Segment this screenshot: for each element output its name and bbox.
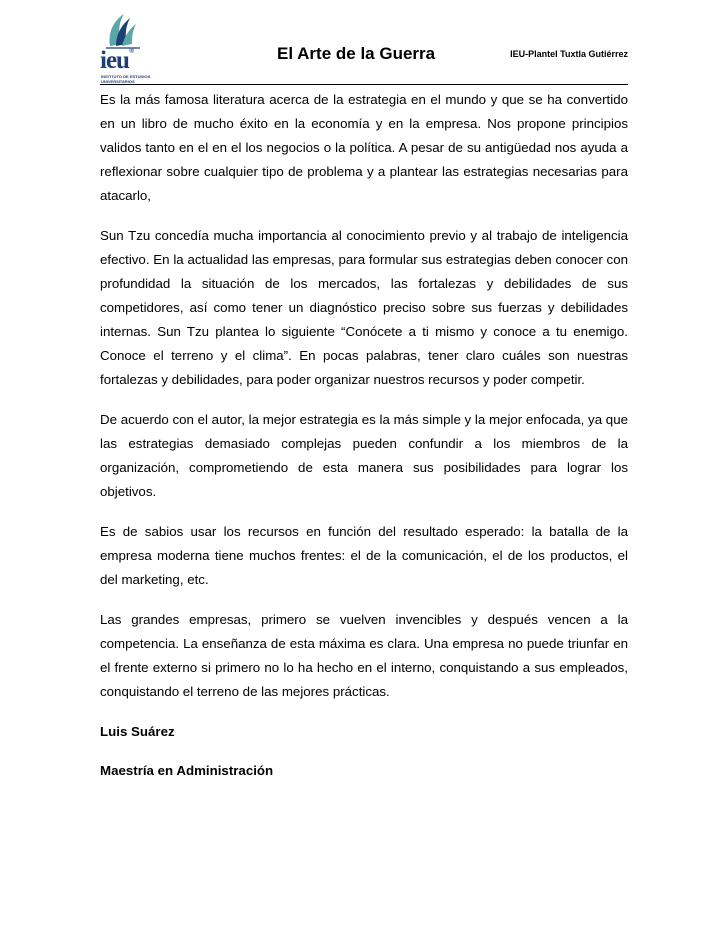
paragraph-4: Es de sabios usar los recursos en función del resultado esperado: la batalla de la empresa moderna tiene muchos frentes: el de la comunicación, el de los productos, el del marketing, etc. [100, 524, 628, 587]
campus-label: IEU-Plantel Tuxtla Gutiérrez [510, 49, 628, 59]
page-header [100, 10, 628, 86]
paragraph-3: De acuerdo con el autor, la mejor estrategia es la más simple y la mejor enfocada, ya que las estrategias demasiado complejas pueden confundir a los miembros de la organización, comprometiendo de esta manera sus posibilidades para lograr los objetivos. [100, 412, 628, 499]
paragraph-1: Es la más famosa literatura acerca de la estrategia en el mundo y que se ha convertido en un libro de mucho éxito en la economía y en la empresa. Nos propone principios validos tanto en el en el los negocios o la política. A pesar de su antigüedad nos ayuda a reflexionar sobre cualquier tipo de problema y a plantear las estrategias necesarias para atacarlo, [100, 92, 628, 203]
eagle-icon [104, 10, 144, 50]
paragraph-5: Las grandes empresas, primero se vuelven invencibles y después vencen a la competencia. La enseñanza de esta máxima es clara. Una empresa no puede triunfar en el frente externo si primero no lo ha hecho en el interno, conquistando a sus empleados, conquistando el terreno de las mejores prácticas. [100, 612, 628, 699]
document-body [100, 88, 628, 798]
logo-wordmark: ieu® [100, 47, 134, 74]
registered-mark: ® [128, 47, 134, 55]
document-title: El Arte de la Guerra [277, 44, 436, 63]
ieu-logo [100, 10, 166, 84]
logo-subtitle: INSTITUTO DE ESTUDIOS UNIVERSITARIOS [101, 74, 151, 84]
author-name: Luis Suárez [100, 724, 175, 739]
header-divider [100, 84, 628, 85]
paragraph-2: Sun Tzu concedía mucha importancia al conocimiento previo y al trabajo de inteligencia efectivo. En la actualidad las empresas, para formular sus estrategias deben conocer con profundidad la situación de los mercados, las fortalezas y debilidades de sus competidores, así como tener un diagnóstico preciso sobre sus fuerzas y debilidades internas. Sun Tzu plantea lo siguiente “Conócete a ti mismo y conoce a tu enemigo. Conoce el terreno y el clima”. En pocas palabras, tener claro cuáles son nuestras fortalezas y debilidades, para poder organizar nuestros recursos y poder competir. [100, 228, 628, 387]
program-name: Maestría en Administración [100, 763, 274, 778]
